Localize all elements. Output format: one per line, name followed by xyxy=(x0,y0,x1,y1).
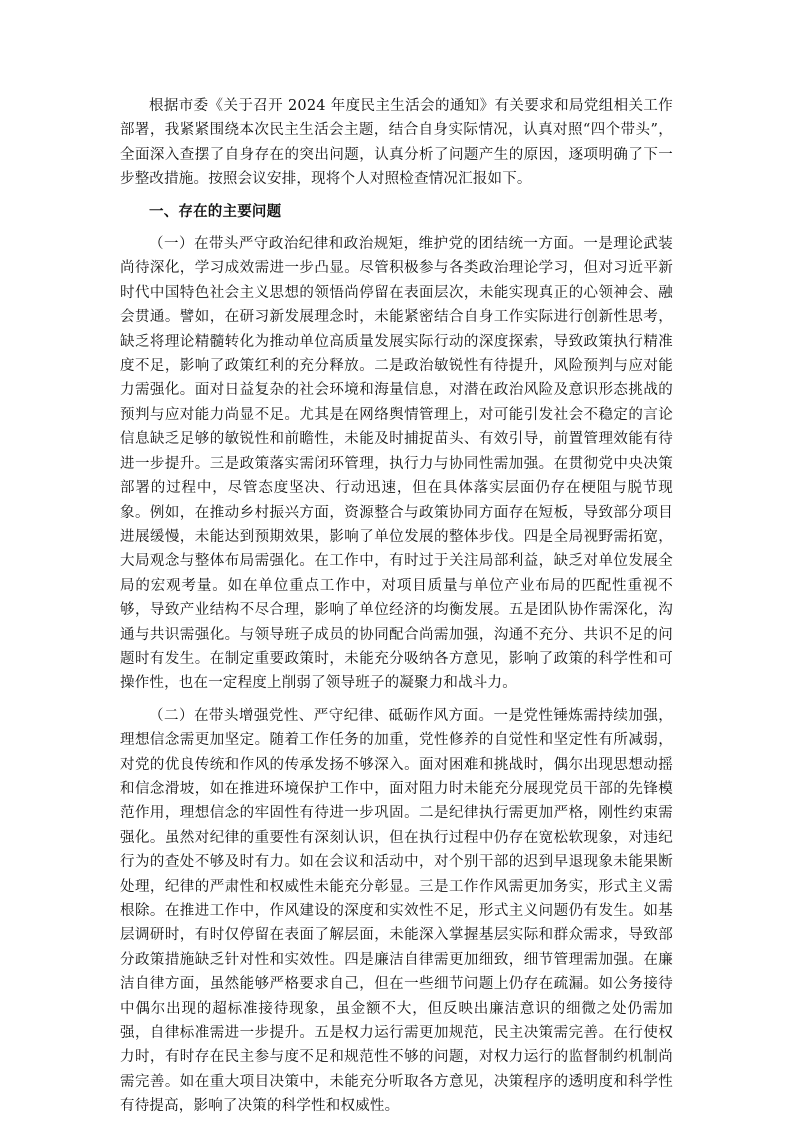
paragraph-1: （一）在带头严守政治纪律和政治规矩，维护党的团结统一方面。一是理论武装尚待深化，学习成效需进一步凸显。尽管积极参与各类政治理论学习，但对习近平新时代中国特色社会主义思想的领悟尚停留在表面层次，未能实现真正的心领神会、融会贯通。譬如，在研习新发展理念时，未能紧密结合自身工作实际进行创新性思考，缺乏将理论精髓转化为推动单位高质量发展实际行动的深度探索，导致政策执行精准度不足，影响了政策红利的充分释放。二是政治敏锐性有待提升，风险预判与应对能力需强化。面对日益复杂的社会环境和海量信息，对潜在政治风险及意识形态挑战的预判与应对能力尚显不足。尤其是在网络舆情管理上，对可能引发社会不稳定的言论信息缺乏足够的敏锐性和前瞻性，未能及时捕捉苗头、有效引导，前置管理效能有待进一步提升。三是政策落实需闭环管理，执行力与协同性需加强。在贯彻党中央决策部署的过程中，尽管态度坚决、行动迅速，但在具体落实层面仍存在梗阻与脱节现象。例如，在推动乡村振兴方面，资源整合与政策协同方面存在短板，导致部分项目进展缓慢，未能达到预期效果，影响了单位发展的整体步伐。四是全局视野需拓宽，大局观念与整体布局需强化。在工作中，有时过于关注局部利益，缺乏对单位发展全局的宏观考量。如在单位重点工作中，对项目质量与单位产业布局的匹配性重视不够，导致产业结构不尽合理，影响了单位经济的均衡发展。五是团队协作需深化，沟通与共识需强化。与领导班子成员的协同配合尚需加强，沟通不充分、共识不足的问题时有发生。在制定重要政策时，未能充分吸纳各方意见，影响了政策的科学性和可操作性，也在一定程度上削弱了领导班子的凝聚力和战斗力。 xyxy=(120,236,673,692)
section-heading: 一、存在的主要问题 xyxy=(149,203,282,220)
paragraph-2: （二）在带头增强党性、严守纪律、砥砺作风方面。一是党性锤炼需持续加强，理想信念需更加坚定。随着工作任务的加重，党性修养的自觉性和坚定性有所减弱，对党的优良传统和作风的传承发扬不够深入。面对困难和挑战时，偶尔出现思想动摇和信念滑坡，如在推进环境保护工作中，面对阻力时未能充分展现党员干部的先锋模范作用，理想信念的牢固性有待进一步巩固。二是纪律执行需更加严格，刚性约束需强化。虽然对纪律的重要性有深刻认识，但在执行过程中仍存在宽松软现象，对违纪行为的查处不够及时有力。如在会议和活动中，对个别干部的迟到早退现象未能果断处理，纪律的严肃性和权威性未能充分彰显。三是工作作风需更加务实，形式主义需根除。在推进工作中，作风建设的深度和实效性不足，形式主义问题仍有发生。如基层调研时，有时仅停留在表面了解层面，未能深入掌握基层实际和群众需求，导致部分政策措施缺乏针对性和实效性。四是廉洁自律需更加细致，细节管理需加强。在廉洁自律方面，虽然能够严格要求自己，但在一些细节问题上仍存在疏漏。如公务接待中偶尔出现的超标准接待现象，虽金额不大，但反映出廉洁意识的细微之处仍需加强，自律标准需进一步提升。五是权力运行需更加规范，民主决策需完善。在行使权力时，有时存在民主参与度不足和规范性不够的问题，对权力运行的监督制约机制尚需完善。如在重大项目决策中，未能充分听取各方意见，决策程序的透明度和科学性有待提高，影响了决策的科学性和权威性。 xyxy=(120,707,673,1115)
intro-paragraph: 根据市委《关于召开 2024 年度民主生活会的通知》有关要求和局党组相关工作部署，我紧紧围绕本次民主生活会主题，结合自身实际情况，认真对照“四个带头”，全面深入查摆了自身存在的突出问题，认真分析了问题产生的原因，逐项明确了下一步整改措施。按照会议安排，现将个人对照检查情况汇报如下。 xyxy=(120,98,673,188)
document-page xyxy=(120,94,673,1127)
